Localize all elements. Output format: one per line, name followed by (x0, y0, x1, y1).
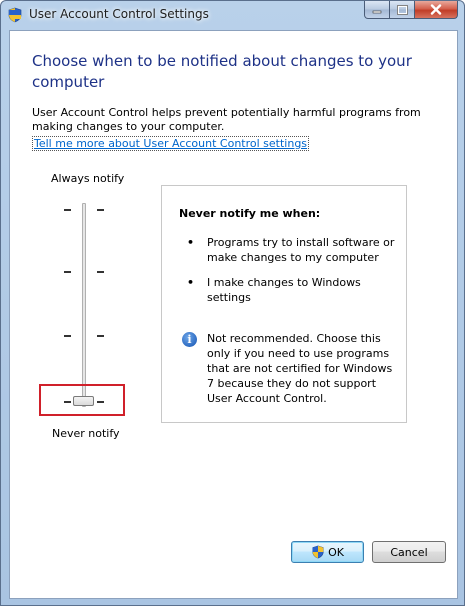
client-area (9, 30, 458, 599)
slider-bottom-label: Never notify (52, 427, 120, 440)
bullet-icon: • (187, 276, 195, 289)
slider-tick (97, 209, 104, 211)
maximize-icon (397, 5, 408, 15)
warning-note: Not recommended. Choose this only if you need to use programs that are not certified for Windows 7 because they do not support User Account Control. (207, 332, 393, 405)
slider-tick (64, 335, 71, 337)
uac-shield-icon (311, 545, 325, 559)
slider-top-label: Always notify (51, 172, 125, 185)
list-item-text: I make changes to Windows settings (207, 276, 361, 304)
ok-button-label: OK (328, 545, 344, 559)
slider-tick (64, 271, 71, 273)
window-title: User Account Control Settings (29, 7, 209, 21)
caption-buttons (364, 1, 458, 19)
ok-button[interactable] (291, 541, 364, 563)
slider-tick (97, 335, 104, 337)
page-title: Choose when to be notified about changes to your computer (32, 52, 412, 91)
list-item-text: Programs try to install software or make changes to my computer (207, 236, 395, 264)
cancel-button-label: Cancel (390, 545, 428, 559)
info-icon: i (182, 332, 197, 347)
uac-shield-icon (7, 7, 23, 23)
close-button[interactable] (415, 1, 458, 19)
description-text: User Account Control helps prevent potentially harmful programs from making changes to your computer. (32, 106, 421, 133)
cancel-button[interactable] (372, 541, 446, 563)
slider-tick (97, 271, 104, 273)
learn-more-link[interactable]: Tell me more about User Account Control settings (34, 137, 308, 150)
close-icon (430, 4, 442, 15)
bullet-icon: • (187, 236, 195, 249)
minimize-icon (372, 6, 382, 14)
info-title: Never notify me when: (179, 207, 321, 220)
highlight-box (39, 384, 125, 416)
slider-tick (64, 209, 71, 211)
maximize-button[interactable] (390, 1, 415, 19)
slider-track[interactable] (82, 203, 86, 407)
minimize-button[interactable] (364, 1, 390, 19)
info-panel (161, 185, 407, 423)
title-bar[interactable] (1, 1, 464, 30)
